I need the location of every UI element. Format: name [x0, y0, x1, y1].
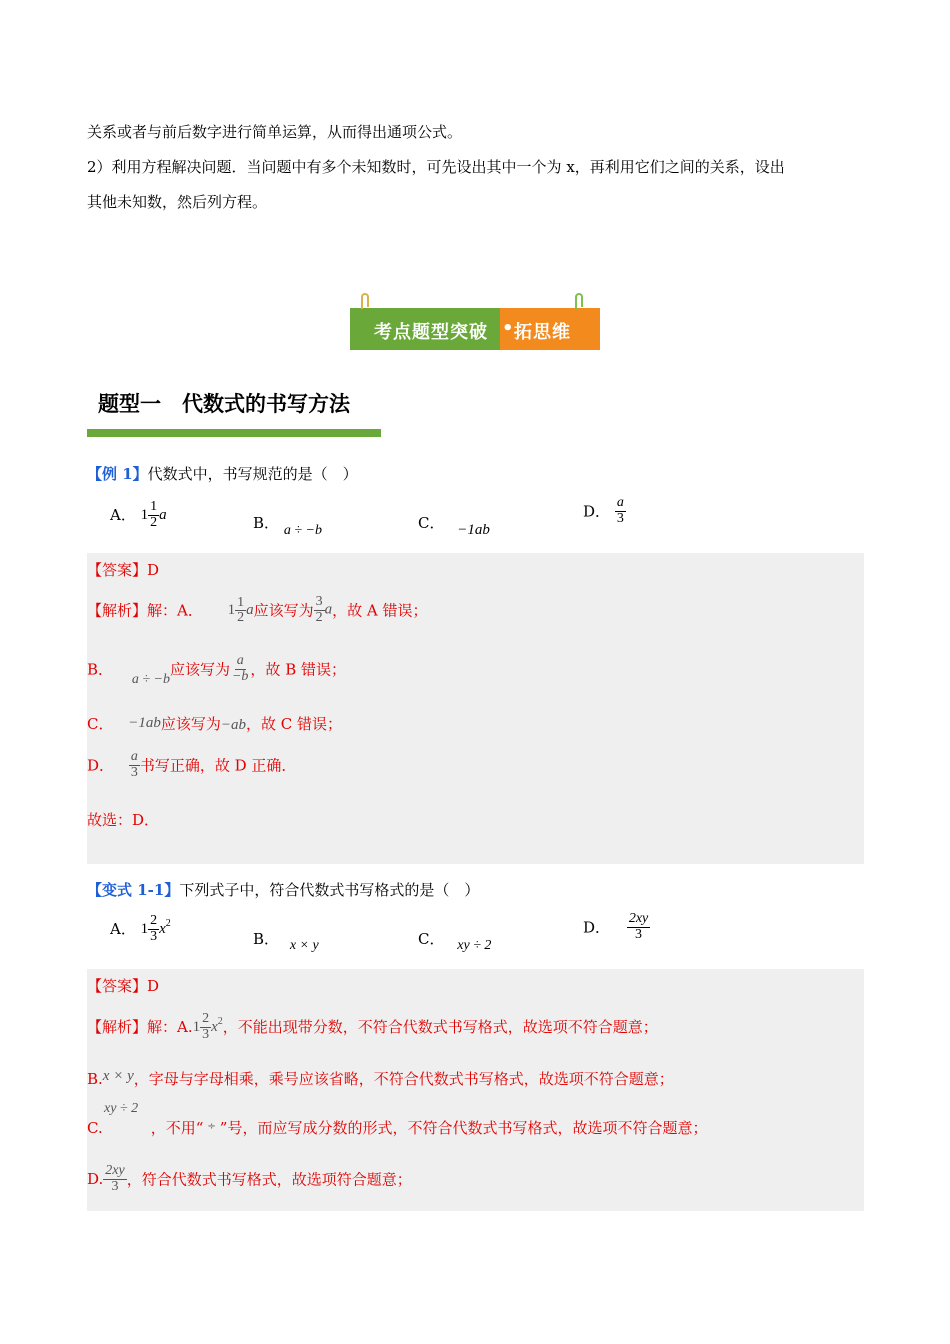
numerator: 1 [237, 594, 245, 610]
section-title-underline [87, 429, 381, 437]
exponent: 2 [165, 918, 171, 929]
numerator: 2xy [105, 1163, 125, 1178]
variable: x [159, 920, 166, 937]
option-label: B． [253, 930, 280, 948]
option-label: D． [583, 502, 611, 521]
mixed-number [193, 1012, 223, 1042]
option-label: B． [253, 514, 280, 532]
option-label: C． [418, 514, 445, 532]
analysis-line-d [87, 750, 296, 780]
analysis-line-c [87, 713, 342, 734]
analysis-prefix: C. [87, 1119, 103, 1137]
banner-right-text: 拓思维 [514, 322, 571, 343]
analysis-tag: 【解析】 [87, 601, 148, 620]
analysis-text: ，故 B 错误； [250, 660, 346, 679]
analysis-text: 书写正确，故 D 正确． [139, 756, 297, 775]
analysis-prefix: B． [87, 660, 114, 679]
analysis-text: 应该写为 [160, 715, 221, 733]
exponent: 2 [217, 1016, 223, 1027]
analysis-text: ，故 A 错误； [332, 601, 428, 620]
analysis-line-b [87, 654, 346, 688]
option-c [418, 512, 490, 538]
option-expression: xy ÷ 2 [457, 938, 492, 953]
option-label: C． [418, 930, 445, 948]
question-text: 代数式中，书写规范的是（ ） [147, 465, 358, 483]
option-b [253, 512, 322, 538]
question-text: 下列式子中，符合代数式书写格式的是（ ） [179, 881, 480, 899]
denominator: 3 [202, 1026, 210, 1042]
option-expression: x × y [289, 938, 319, 953]
option-label: A． [110, 920, 136, 939]
denominator: 3 [635, 926, 643, 942]
option-a [110, 914, 171, 944]
analysis-prefix: D． [87, 756, 115, 775]
numerator: 3 [315, 594, 323, 609]
option-expression: a ÷ −b [131, 672, 170, 688]
option-a [110, 500, 167, 530]
mixed-number [228, 596, 254, 626]
analysis-prefix: 解：A. [147, 1018, 193, 1037]
numerator: 2 [150, 913, 158, 928]
analysis-text: ，不用“ [150, 1119, 204, 1137]
division-symbol: ÷ [207, 1121, 216, 1132]
denominator: 3 [616, 510, 624, 526]
whole-part: 1 [140, 506, 149, 523]
variant-tag: 【变式 1-1】 [87, 881, 180, 899]
analysis-tag: 【解析】 [87, 1018, 148, 1037]
option-expression: −1ab [128, 715, 161, 731]
variable: a [159, 506, 167, 523]
section-banner [350, 304, 600, 350]
intro-line-2: 2）利用方程解决问题．当问题中有多个未知数时，可先设出其中一个为 x，再利用它们之间的关系，设出 [87, 158, 785, 176]
analysis-text: ，符合代数式书写格式，故选项符合题意； [126, 1170, 412, 1189]
analysis-text: ，不能出现带分数，不符合代数式书写格式，故选项不符合题意； [222, 1018, 658, 1037]
option-label: A． [110, 506, 136, 525]
option-expression: xy ÷ 2 [104, 1101, 139, 1116]
analysis-prefix: C． [87, 715, 114, 733]
paper-clip-icon [358, 292, 372, 310]
denominator: 3 [130, 764, 138, 780]
whole-part: 1 [140, 920, 149, 937]
analysis-prefix: 解：A． [147, 601, 203, 620]
option-d [583, 912, 650, 942]
example-1-question [87, 463, 358, 484]
denominator: 3 [150, 928, 158, 944]
paper-clip-icon [572, 292, 586, 310]
corrected-expression: −ab [220, 717, 247, 733]
whole-part: 1 [192, 1018, 201, 1035]
numerator: 2 [202, 1011, 210, 1026]
numerator: a [236, 653, 244, 668]
numerator: 1 [150, 499, 158, 514]
conclusion-line: 故选：D． [87, 811, 160, 829]
banner-dot: • [502, 318, 515, 339]
option-expression: x × y [102, 1068, 134, 1084]
intro-line-3: 其他未知数，然后列方程。 [87, 193, 268, 211]
whole-part: 1 [227, 602, 236, 619]
analysis-text: ，字母与字母相乘，乘号应该省略，不符合代数式书写格式，故选项不符合题意； [133, 1070, 674, 1088]
analysis-line-b [87, 1068, 674, 1089]
analysis-line-a [87, 595, 428, 626]
analysis-line-d [87, 1164, 412, 1194]
numerator: a [130, 749, 138, 764]
denominator: 2 [237, 610, 245, 626]
answer-line: 【答案】D [87, 561, 160, 579]
numerator: a [616, 495, 624, 510]
analysis-line-a [87, 1012, 658, 1042]
variable: a [246, 602, 254, 619]
denominator: 2 [315, 609, 323, 625]
numerator: 2xy [628, 911, 649, 926]
intro-line-1: 关系或者与前后数字进行简单运算，从而得出通项公式。 [87, 123, 463, 141]
analysis-line-c [87, 1117, 707, 1138]
example-tag: 【例 1】 [87, 465, 148, 483]
analysis-text: ”号，而应写成分数的形式，不符合代数式书写格式，故选项不符合题意； [219, 1119, 708, 1137]
denominator: 3 [111, 1178, 119, 1194]
analysis-text: 应该写为 [169, 660, 230, 679]
answer-line: 【答案】D [87, 977, 160, 995]
variable: x [211, 1018, 218, 1035]
mixed-number [141, 914, 171, 944]
section-title: 题型一 代数式的书写方法 [98, 392, 350, 416]
banner-left-text: 考点题型突破 [374, 322, 488, 343]
analysis-text: ，故 C 错误； [246, 715, 343, 733]
option-expression: −1ab [457, 522, 490, 538]
variant-1-1-question [87, 879, 479, 900]
variable: a [324, 601, 333, 618]
mixed-number [141, 500, 167, 530]
option-b [253, 928, 319, 953]
option-expression: a ÷ −b [283, 523, 322, 538]
option-label: D． [583, 918, 611, 937]
denominator: −b [231, 668, 249, 684]
denominator: 2 [150, 514, 158, 530]
analysis-prefix: D. [87, 1170, 104, 1189]
option-c [418, 928, 492, 953]
option-d [583, 496, 626, 526]
analysis-prefix: B. [87, 1070, 103, 1088]
analysis-text: 应该写为 [253, 601, 314, 620]
